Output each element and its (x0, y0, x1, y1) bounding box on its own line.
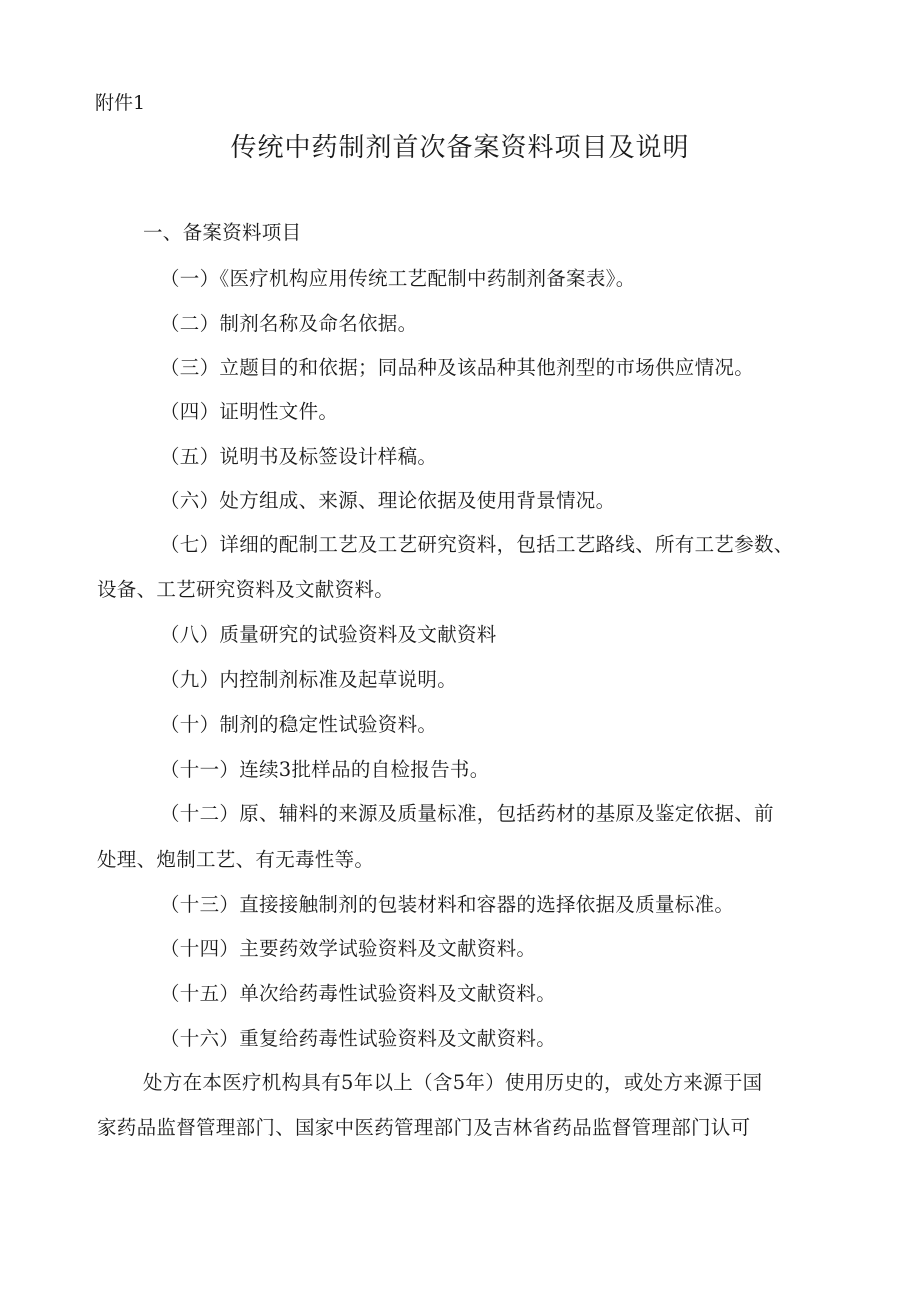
list-item: （二）制剂名称及命名依据。 (160, 312, 418, 335)
list-item: （六）处方组成、来源、理论依据及使用背景情况。 (160, 489, 616, 512)
list-item-continuation: 处理、炮制工艺、有无毒性等。 (97, 848, 375, 871)
list-item: （七）详细的配制工艺及工艺研究资料，包括工艺路线、所有工艺参数、 (160, 533, 794, 556)
list-item: （三）立题目的和依据；同品种及该品种其他剂型的市场供应情况。 (160, 356, 755, 379)
list-item: （四）证明性文件。 (160, 400, 339, 423)
body-paragraph-line: 家药品监督管理部门、国家中医药管理部门及吉林省药品监督管理部门认可 (97, 1116, 751, 1139)
list-item: （十二）原、辅料的来源及质量标准，包括药材的基原及鉴定依据、前 (160, 802, 774, 825)
list-item: （八）质量研究的试验资料及文献资料 (160, 623, 497, 646)
annex-label: 附件1 (95, 92, 146, 114)
list-item: （十一）连续3批样品的自检报告书。 (160, 758, 490, 781)
list-item-continuation: 设备、工艺研究资料及文献资料。 (97, 578, 395, 601)
list-item: （九）内控制剂标准及起草说明。 (160, 668, 458, 691)
list-item: （十三）直接接触制剂的包装材料和容器的选择依据及质量标准。 (160, 893, 735, 916)
section-heading: 一、备案资料项目 (143, 221, 302, 244)
document-title: 传统中药制剂首次备案资料项目及说明 (230, 133, 690, 163)
list-item: （十五）单次给药毒性试验资料及文献资料。 (160, 982, 557, 1005)
list-item: （十）制剂的稳定性试验资料。 (160, 713, 438, 736)
list-item: （五）说明书及标签设计样稿。 (160, 445, 438, 468)
list-item: （一）《医疗机构应用传统工艺配制中药制剂备案表》。 (160, 267, 636, 290)
list-item: （十六）重复给药毒性试验资料及文献资料。 (160, 1027, 557, 1050)
list-item: （十四）主要药效学试验资料及文献资料。 (160, 937, 537, 960)
body-paragraph-line: 处方在本医疗机构具有5年以上（含5年）使用历史的，或处方来源于国 (143, 1071, 763, 1094)
